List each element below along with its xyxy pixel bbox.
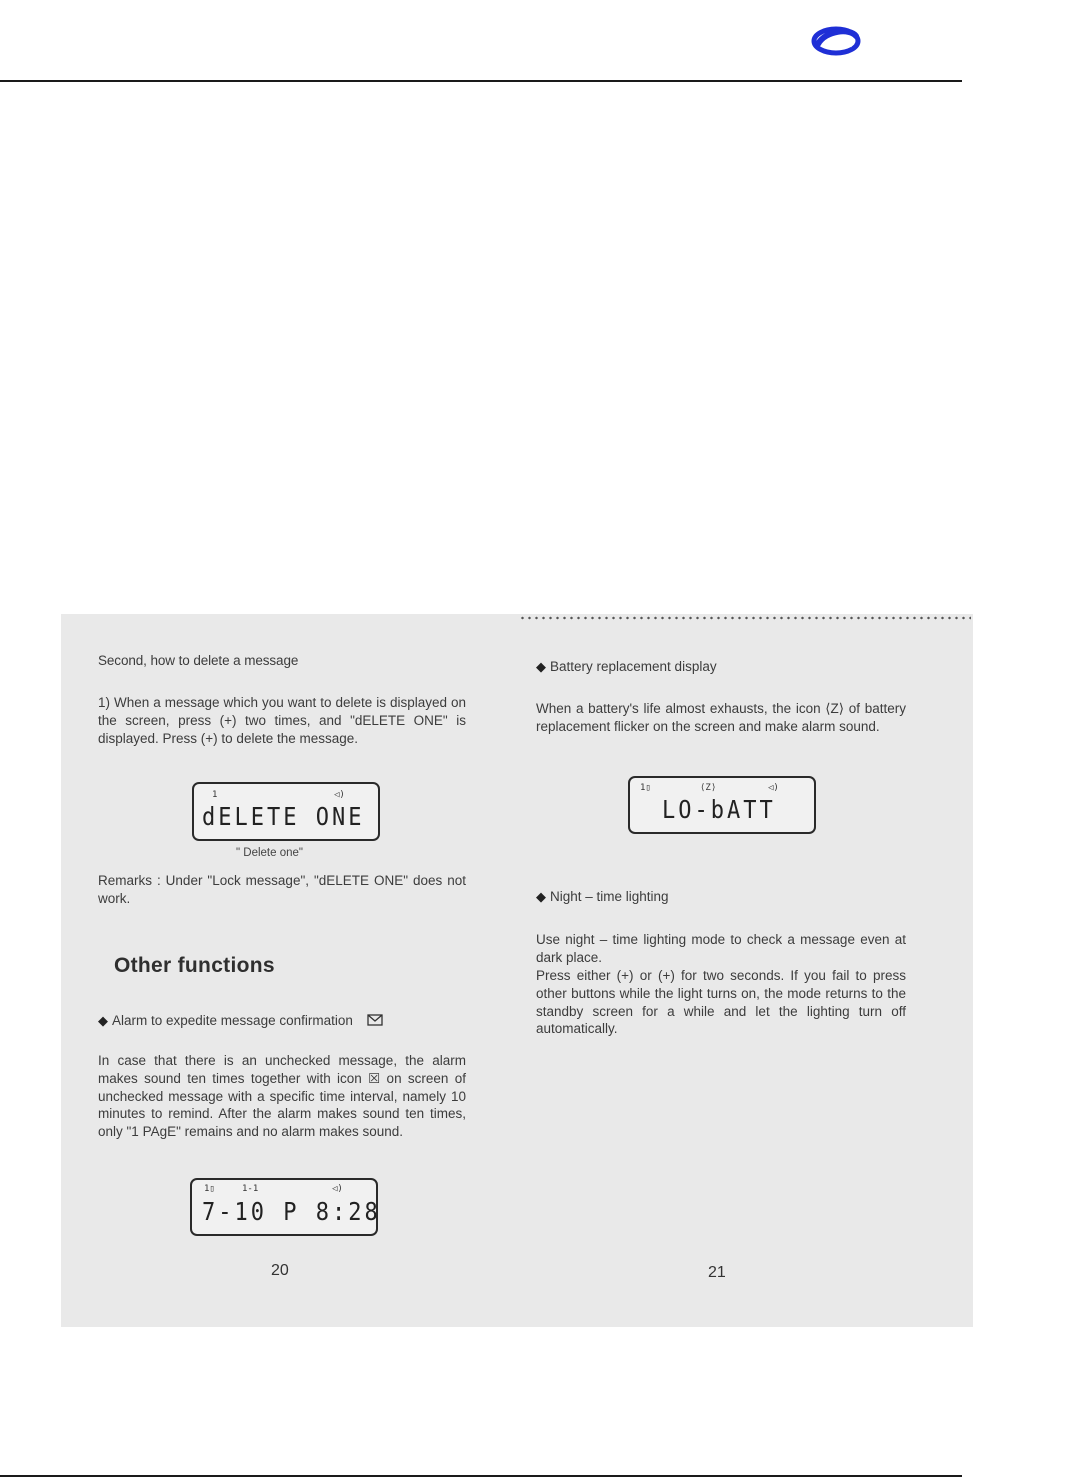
speaker-indicator: ◁) — [768, 783, 779, 793]
battery-icon: ⟨Z⟩ — [700, 783, 717, 793]
alarm-bullet — [98, 1012, 383, 1030]
lcd-text: dELETE ONE — [202, 803, 365, 832]
lcd-indicator: 1-1 — [242, 1184, 259, 1194]
footer-rule — [0, 1475, 962, 1477]
delete-step-1: 1) When a message which you want to delete is displayed on the screen, press (+) two times, and "dELETE ONE" is displayed. Press (+) to delete the message. — [98, 695, 466, 746]
lcd-delete-one — [192, 782, 380, 841]
night-paragraph-1: Use night – time lighting mode to check a message even at dark place. — [536, 932, 906, 965]
perforation-dots — [519, 616, 971, 620]
header-rule — [0, 80, 962, 82]
battery-paragraph: When a battery's life almost exhausts, the icon ⟨Z⟩ of battery replacement flicker on the screen and make alarm sound. — [536, 701, 906, 734]
alarm-bullet-label: Alarm to expedite message confirmation — [112, 1013, 353, 1028]
diamond-bullet-icon: ◆ — [536, 659, 546, 674]
diamond-bullet-icon: ◆ — [536, 889, 546, 904]
lcd-clock — [190, 1178, 381, 1236]
battery-bullet-label: Battery replacement display — [550, 659, 717, 674]
lcd-lo-batt — [628, 776, 816, 834]
lcd-text: 7-10 P 8:28 — [202, 1198, 381, 1227]
night-paragraph-2: Press either (+) or (+) for two seconds. If you fail to press other buttons while the light turns on, the mode returns to the standby screen for a while and let the lighting turn off automatically. — [536, 968, 906, 1037]
lcd-caption: " Delete one" — [236, 847, 303, 859]
remarks: Remarks : Under "Lock message", "dELETE ONE" does not work. — [98, 873, 466, 906]
battery-bullet — [536, 658, 717, 676]
lcd-indicator: 1▯ — [204, 1184, 215, 1194]
night-bullet-label: Night – time lighting — [550, 889, 669, 904]
page-number-right: 21 — [708, 1264, 726, 1281]
speaker-indicator: ◁) — [334, 790, 345, 800]
diamond-bullet-icon: ◆ — [98, 1013, 108, 1028]
speaker-indicator: ◁) — [332, 1184, 343, 1194]
section-heading: Other functions — [114, 954, 275, 977]
lcd-indicator: 1 — [212, 790, 218, 800]
swirl-logo-icon — [806, 24, 864, 56]
night-bullet — [536, 888, 669, 906]
alarm-paragraph: In case that there is an unchecked message, the alarm makes sound ten times together with icon ☒ on screen of unchecked message with a specific time interval, namely 10 minutes to remind. After the alarm makes sound ten times, only "1 PAgE" remains and no alarm makes sound. — [98, 1053, 466, 1140]
lcd-indicator: 1▯ — [640, 783, 651, 793]
envelope-icon — [367, 1014, 383, 1026]
delete-intro: Second, how to delete a message — [98, 653, 299, 668]
lcd-text: LO-bATT — [662, 796, 776, 825]
page-number-left: 20 — [271, 1262, 289, 1279]
manual-scan — [61, 614, 973, 1327]
